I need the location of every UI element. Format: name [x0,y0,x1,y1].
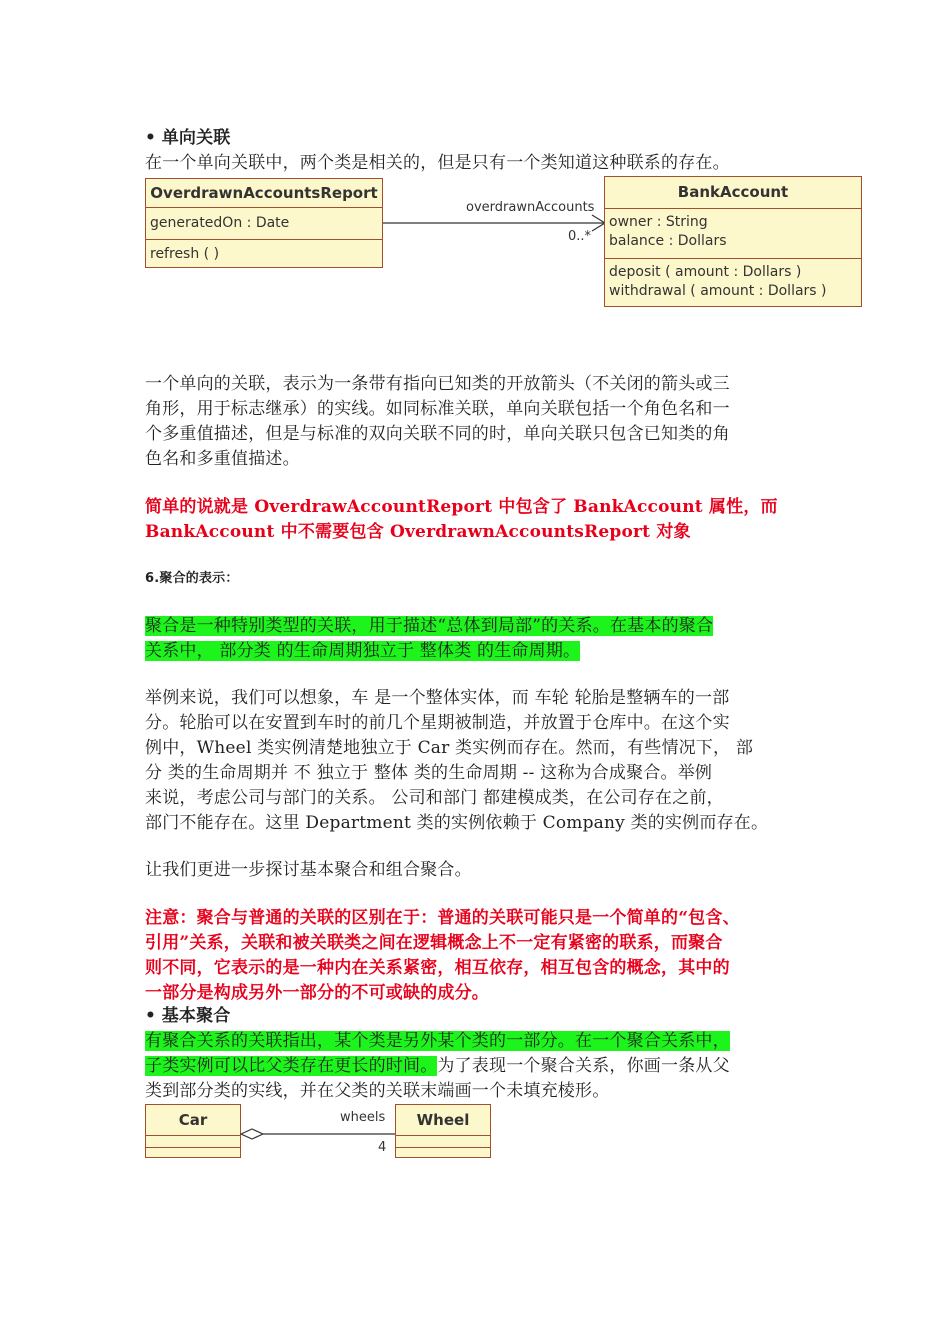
section-heading-basic-aggregation [145,1004,231,1029]
multiplicity-label: 4 [378,1140,387,1155]
highlight-text: 关系中， 部分类 的生命周期独立于 整体类 的生命周期。 [145,641,581,661]
attribute: generatedOn : Date [150,215,290,231]
paragraph-line: 分 类的生命周期并 不 独立于 整体 类的生命周期 -- 这称为合成聚合。举例 [145,763,713,783]
note-line: BankAccount 中不需要包含 OverdrawnAccountsReport 对象 [145,522,691,542]
heading-text: 单向关联 [161,128,231,148]
bullet-icon: • [145,1006,157,1026]
uml-class-car [145,1104,241,1158]
highlight-text: 有聚合关系的关联指出，某个类是另外某个类的一部分。在一个聚合关系中， [145,1031,730,1051]
class-attributes [396,1136,490,1148]
note-line: 则不同，它表示的是一种内在关系紧密，相互依存，相互包含的概念，其中的 [145,958,730,978]
uml-class-overdrawn-report [145,178,383,268]
highlight-text: 聚合是一种特别类型的关联，用于描述“总体到局部”的关系。在基本的聚合 [145,616,714,636]
class-name: OverdrawnAccountsReport [146,179,382,208]
paragraph-line: 让我们更进一步探讨基本聚合和组合聚合。 [145,860,472,880]
class-name: Car [146,1105,240,1136]
class-operations [146,1148,240,1159]
operation: deposit ( amount : Dollars ) [609,264,802,280]
paragraph-line: 色名和多重值描述。 [145,449,300,469]
paragraph-line: 一个单向的关联，表示为一条带有指向已知类的开放箭头（不关闭的箭头或三 [145,374,730,394]
bullet-icon: • [145,128,157,148]
class-attributes [605,209,861,259]
paragraph-line: 角形，用于标志继承）的实线。如同标准关联，单向关联包括一个角色名和一 [145,399,730,419]
highlight-line [145,1054,730,1079]
attribute: owner : String [609,214,708,230]
note-line: 注意：聚合与普通的关联的区别在于：普通的关联可能只是一个简单的“包含、 [145,908,740,928]
uml-class-wheel [395,1104,491,1158]
multiplicity-label: 0..* [568,229,592,244]
paragraph-line: 举例来说，我们可以想象，车 是一个整体实体，而 车轮 轮胎是整辆车的一部 [145,688,730,708]
class-operations [146,240,382,268]
highlight-line [145,1029,730,1054]
paragraph-line: 个多重值描述，但是与标准的双向关联不同的时，单向关联只包含已知类的角 [145,424,730,444]
uml-class-bank-account [604,176,862,307]
operation: withdrawal ( amount : Dollars ) [609,283,827,299]
section-heading-aggregation: 6.聚合的表示： [145,571,239,586]
attribute: balance : Dollars [609,233,727,249]
operation: refresh ( ) [150,246,220,262]
heading-text: 基本聚合 [161,1006,231,1026]
class-name: Wheel [396,1105,490,1136]
paragraph-text: 为了表现一个聚合关系，你画一条从父 [437,1056,730,1076]
role-name-label: overdrawnAccounts [466,200,595,215]
paragraph-line: 部门不能存在。这里 Department 类的实例依赖于 Company 类的实例而存在。 [145,813,769,833]
class-name: BankAccount [605,177,861,209]
class-attributes [146,1136,240,1148]
paragraph-line: 例中，Wheel 类实例清楚地独立于 Car 类实例而存在。然而，有些情况下， 部 [145,738,754,758]
paragraph-line: 来说，考虑公司与部门的关系。 公司和部门 都建模成类，在公司存在之前， [145,788,724,808]
note-line: 简单的说就是 OverdrawAccountReport 中包含了 BankAccount 属性，而 [145,497,778,517]
class-operations [605,259,861,307]
role-name-label: wheels [340,1110,386,1125]
highlight-line [145,639,580,664]
paragraph-line: 类到部分类的实线，并在父类的关联末端画一个未填充棱形。 [145,1081,610,1101]
class-operations [396,1148,490,1159]
section-heading-unidirectional [145,126,231,151]
paragraph-line: 分。轮胎可以在安置到车时的前几个星期被制造，并放置于仓库中。在这个实 [145,713,730,733]
intro-paragraph: 在一个单向关联中，两个类是相关的，但是只有一个类知道这种联系的存在。 [145,153,730,173]
class-attributes [146,208,382,240]
aggregation-line [240,1124,398,1144]
highlight-line [145,614,713,639]
note-line: 一部分是构成另外一部分的不可或缺的成分。 [145,983,489,1003]
hollow-diamond-icon [241,1129,263,1139]
note-line: 引用”关系，关联和被关联类之间在逻辑概念上不一定有紧密的联系，而聚合 [145,933,723,953]
highlight-text: 子类实例可以比父类存在更长的时间。 [145,1056,438,1076]
